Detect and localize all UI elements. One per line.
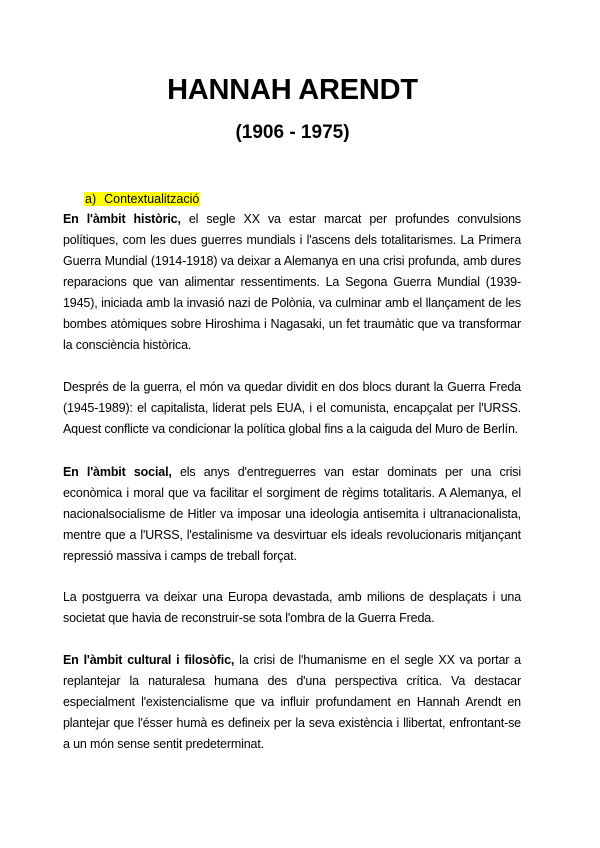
section-marker: a) bbox=[85, 192, 97, 206]
paragraph-body: La postguerra va deixar una Europa devastada, amb milions de desplaçats i una societat que havia de reconstruir-se sota l'ombra de la Guerra Freda. bbox=[63, 590, 521, 625]
paragraph-lead: En l'àmbit social, bbox=[63, 465, 172, 479]
paragraph-lead: En l'àmbit històric, bbox=[63, 212, 181, 226]
paragraph-lead: En l'àmbit cultural i filosòfic, bbox=[63, 653, 235, 667]
paragraph-postwar bbox=[63, 587, 521, 629]
page-title: HANNAH ARENDT bbox=[167, 74, 418, 106]
paragraph-cultural-context bbox=[63, 650, 521, 755]
paragraph-body: Després de la guerra, el món va quedar dividit en dos blocs durant la Guerra Freda (1945-1989): el capitalista, liderat pels EUA, i el comunista, encapçalat per l'URSS. Aquest conflicte va condicionar la política global fins a la caiguda del Muro de Berlín. bbox=[63, 380, 521, 436]
paragraph-cold-war bbox=[63, 377, 521, 440]
paragraph-body: els anys d'entreguerres van estar dominats per una crisi econòmica i moral que va facilitar el sorgiment de règims totalitaris. A Alemanya, el nacionalsocialisme de Hitler va imposar una ideologia antisemita i ultranacionalista, mentre que a l'URSS, l'estalinisme va desvirtuar els ideals revolucionaris mitjançant repressió massiva i camps de treball forçat. bbox=[63, 465, 521, 563]
paragraph-social-context bbox=[63, 462, 521, 567]
paragraph-body: el segle XX va estar marcat per profundes convulsions polítiques, com les dues guerres mundials i l'ascens dels totalitarismes. La Primera Guerra Mundial (1914-1918) va deixar a Alemanya en una crisi profunda, amb dures reparacions que van alimentar ressentiments. La Segona Guerra Mundial (1939-1945), iniciada amb la invasió nazi de Polònia, va culminar amb el llançament de les bombes atòmiques sobre Hiroshima i Nagasaki, un fet traumàtic que va transformar la consciència històrica. bbox=[63, 212, 521, 352]
paragraph-body: la crisi de l'humanisme en el segle XX va portar a replantejar la naturalesa humana des d'una perspectiva crítica. Va destacar especialment l'existencialisme que va influir profundament en Hannah Arendt en plantejar que l'ésser humà es defineix per la seva existència i llibertat, enfrontant-se a un món sense sentit predeterminat. bbox=[63, 653, 521, 751]
section-label: Contextualització bbox=[104, 192, 200, 206]
section-heading-highlight bbox=[84, 192, 200, 206]
page-subtitle: (1906 - 1975) bbox=[235, 122, 350, 143]
paragraph-historic-context bbox=[63, 209, 521, 356]
section-heading bbox=[84, 191, 200, 208]
